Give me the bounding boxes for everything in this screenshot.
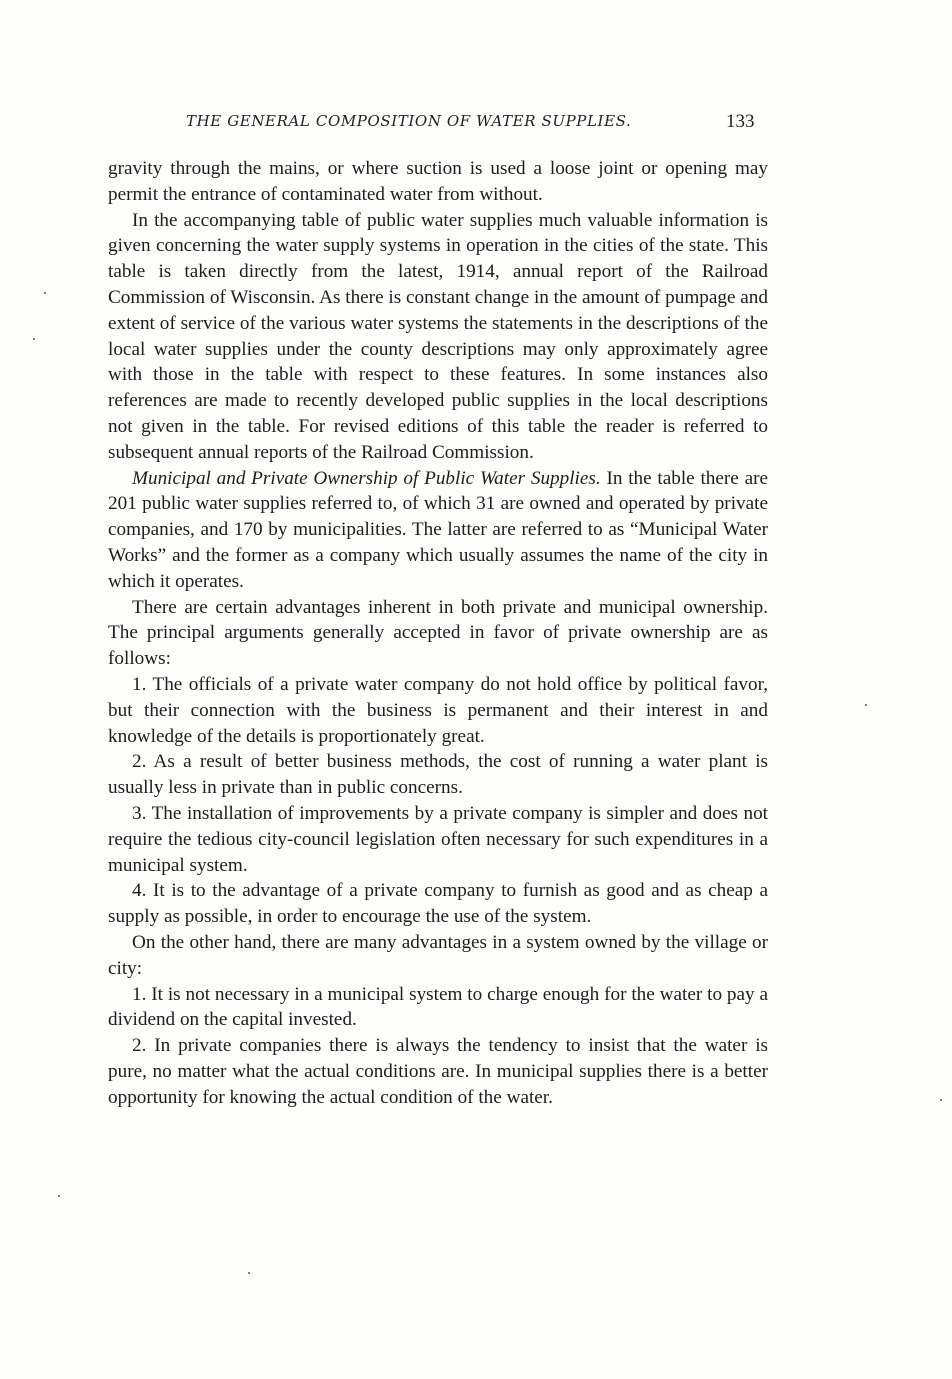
scan-speck (58, 1195, 60, 1197)
list-item-text: 3. The installation of improvements by a private company is simpler and does not require the tedious city-council legislation often necessary for such expenditures in a municipal system. (108, 802, 768, 876)
paragraph-text: There are certain advantages inherent in both private and municipal ownership. The principal arguments generally accepted in favor of private ownership are as follows: (108, 596, 768, 670)
list-item (108, 749, 768, 801)
scan-speck (33, 338, 35, 340)
paragraph (108, 930, 768, 982)
list-item-text: 1. The officials of a private water company do not hold office by political favor, but their connection with the business is permanent and their interest in and knowledge of the details is proportionately great. (108, 673, 768, 747)
body-text (108, 156, 768, 1110)
list-item-text: 4. It is to the advantage of a private company to furnish as good and as cheap a supply as possible, in order to encourage the use of the system. (108, 880, 768, 928)
list-item (108, 672, 768, 749)
scan-speck (248, 1272, 250, 1274)
paragraph-text: In the accompanying table of public water supplies much valuable information is given concerning the water supply systems in operation in the cities of the state. This table is taken directly from the latest, 1914, annual report of the Railroad Commission of Wisconsin. As there is constant change in the amount of pumpage and extent of service of the various water systems the statements in the descriptions of the local water supplies under the county descriptions may only approximately agree with those in the table with respect to these features. In some instances also references are made to recently developed public supplies in the local descriptions not given in the table. For revised editions of this table the reader is referred to subsequent annual reports of the Railroad Commission. (108, 209, 768, 463)
paragraph-text: gravity through the mains, or where suction is used a loose joint or opening may permit the entrance of contaminated water from without. (108, 158, 768, 205)
list-item-text: 1. It is not necessary in a municipal system to charge enough for the water to pay a dividend on the capital invested. (108, 983, 768, 1031)
scan-speck (865, 704, 867, 706)
list-item (108, 878, 768, 930)
list-item (108, 982, 768, 1034)
paragraph (108, 208, 768, 466)
scan-speck (44, 292, 46, 294)
paragraph-text: On the other hand, there are many advantages in a system owned by the village or city: (108, 931, 768, 979)
list-item-text: 2. As a result of better business methods, the cost of running a water plant is usually less in private than in public concerns. (108, 751, 768, 799)
paragraph (108, 156, 768, 208)
list-item-text: 2. In private companies there is always the tendency to insist that the water is pure, no matter what the actual conditions are. In municipal supplies there is a better opportunity for knowing the actual condition of the water. (108, 1035, 768, 1108)
list-item (108, 801, 768, 878)
scan-speck (940, 1099, 942, 1101)
paragraph-text: In the table there are 201 public water supplies referred to, of which 31 are owned and operated by private companies, and 170 by municipalities. The latter are referred to as “Municipal Water Works” and the former as a company which usually assumes the name of the city in which it operates. (108, 467, 768, 592)
list-item (108, 1033, 768, 1110)
paragraph (108, 595, 768, 672)
paragraph-heading: Municipal and Private Ownership of Public Water Supplies. (132, 467, 601, 489)
page-number: 133 (726, 111, 755, 132)
paragraph (108, 466, 768, 595)
running-title: THE GENERAL COMPOSITION OF WATER SUPPLIES. (186, 112, 632, 130)
